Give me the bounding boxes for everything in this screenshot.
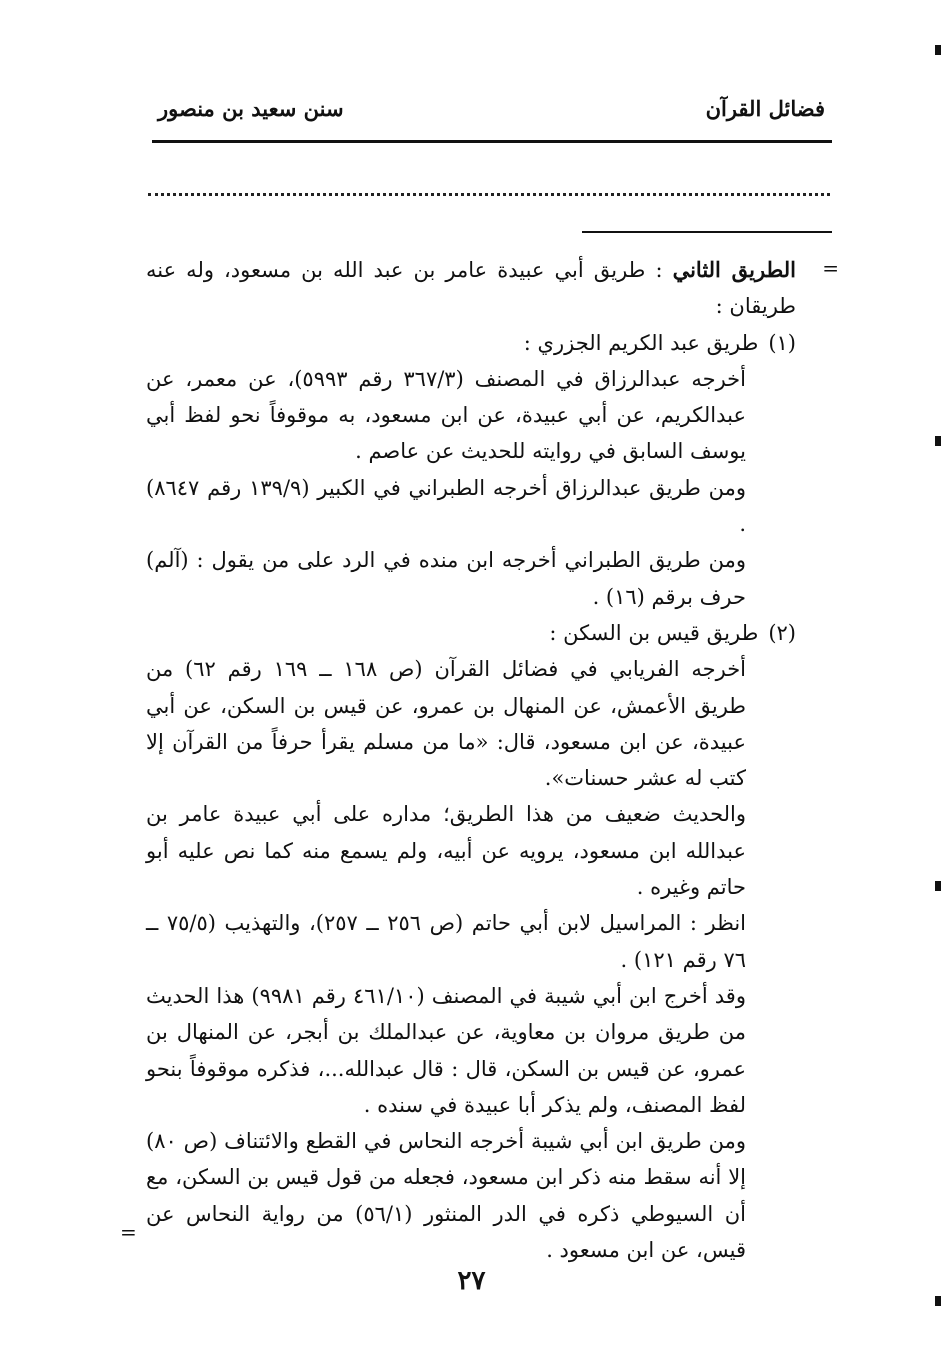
item-2-paragraph-2: والحديث ضعيف من هذا الطريق؛ مداره على أبي عبيدة عامر بن عبدالله ابن مسعود، يرويه عن أبيه، ولم يسمع منه كما نص عليه أبو حاتم وغيره . <box>146 802 746 900</box>
item-2-heading <box>146 615 796 651</box>
continuation-mark-top: = <box>822 256 839 280</box>
continuation-mark-bottom: = <box>120 1220 137 1244</box>
dotted-separator <box>148 193 830 196</box>
footnote-body <box>146 252 796 1268</box>
item-1-paragraph-2: ومن طريق عبدالرزاق أخرجه الطبراني في الكبير (١٣٩/٩ رقم ٨٦٤٧) . <box>146 475 746 537</box>
intro-text: : طريق أبي عبيدة عامر بن عبد الله بن مسعود، وله عنه طريقان : <box>146 258 796 319</box>
item-2-paragraph-5: ومن طريق ابن أبي شيبة أخرجه النحاس في القطع والائتناف (ص ٨٠) إلا أنه سقط منه ذكر ابن مسعود، فجعله من قول قيس بن السكن، مع أن السيوطي ذكره في الدر المنثور (٥٦/١) من رواية النحاس عن قيس، عن ابن مسعود . <box>146 1129 746 1263</box>
footnote-rule <box>582 231 832 233</box>
scan-edge-mark <box>935 1296 941 1306</box>
item-2-paragraph-3: انظر : المراسيل لابن أبي حاتم (ص ٢٥٦ ــ ٢٥٧)، والتهذيب (٧٥/٥ ــ ٧٦ رقم ١٢١) . <box>146 911 746 972</box>
item-1-paragraph-3: ومن طريق الطبراني أخرجه ابن منده في الرد على من يقول : (آلم) حرف برقم (١٦) . <box>146 548 746 609</box>
running-head-chapter: فضائل القرآن <box>705 96 825 121</box>
item-2-number: (٢) <box>768 620 796 645</box>
page-number: ٢٧ <box>457 1266 486 1296</box>
item-1-heading <box>146 325 796 361</box>
item-1-paragraph-1: أخرجه عبدالرزاق في المصنف (٣٦٧/٣ رقم ٥٩٩٣)، عن معمر، عن عبدالكريم، عن أبي عبيدة، عن ابن مسعود، به موقوفاً نحو لفظ أبي يوسف السابق في روايته للحديث عن عاصم . <box>146 366 746 464</box>
item-1-content <box>146 361 796 615</box>
item-2-paragraph-4: وقد أخرج ابن أبي شيبة في المصنف (٤٦١/١٠ رقم ٩٩٨١) هذا الحديث من طريق مروان بن معاوية، عن عبدالملك بن أبجر، عن المنهال بن عمرو، عن قيس بن السكن، قال : قال عبدالله...، فذكره موقوفاً بنحو لفظ المصنف، ولم يذكر أبا عبيدة في سنده . <box>146 983 746 1117</box>
running-head-book: سنن سعيد بن منصور <box>158 96 344 121</box>
item-1-title: طريق عبد الكريم الجزري : <box>523 330 759 355</box>
item-2-content <box>146 651 796 1268</box>
scan-edge-mark <box>935 881 941 891</box>
scan-edge-mark <box>935 45 941 55</box>
item-2-paragraph-1: أخرجه الفريابي في فضائل القرآن (ص ١٦٨ ــ ١٦٩ رقم ٦٢) من طريق الأعمش، عن المنهال بن عمرو، عن قيس بن السكن، عن أبي عبيدة، عن ابن مسعود، قال: «ما من مسلم يقرأ حرفاً من القرآن إلا كتب له عشر حسنات». <box>146 657 747 791</box>
intro-paragraph <box>146 252 796 325</box>
header-rule <box>152 140 832 143</box>
item-1-number: (١) <box>768 330 796 355</box>
section-label: الطريق الثاني <box>672 257 796 282</box>
item-2-title: طريق قيس بن السكن : <box>549 620 759 645</box>
scan-edge-mark <box>935 436 941 446</box>
